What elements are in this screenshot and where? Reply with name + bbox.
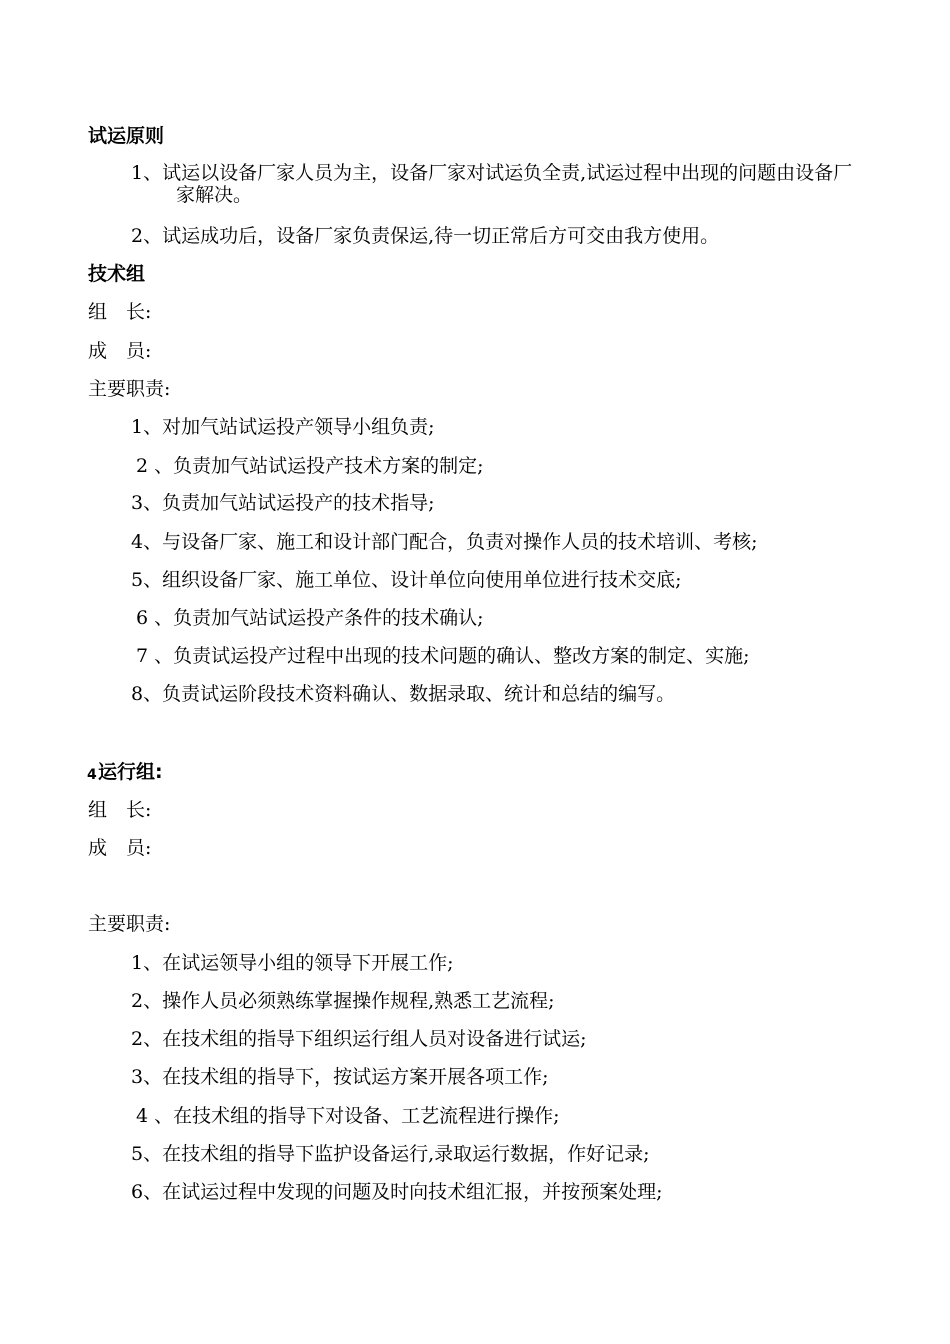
tech-duty-item: 7 、负责试运投产过程中出现的技术问题的确认、整改方案的制定、实施; (136, 645, 750, 667)
ops-duty-item: 1、在试运领导小组的领导下开展工作; (131, 952, 454, 974)
tech-duty-item: 5、组织设备厂家、施工单位、设计单位向使用单位进行技术交底; (131, 569, 682, 591)
principle-item-2: 2、试运成功后，设备厂家负责保运,待一切正常后方可交由我方使用。 (131, 225, 720, 247)
ops-group-duties-label: 主要职责: (88, 913, 171, 935)
principles-heading: 试运原则 (88, 125, 165, 147)
ops-duty-item: 6、在试运过程中发现的问题及时向技术组汇报，并按预案处理; (131, 1181, 663, 1203)
tech-duty-item: 6 、负责加气站试运投产条件的技术确认; (136, 607, 484, 629)
tech-group-leader-label: 组 长: (88, 301, 152, 323)
ops-group-heading: 运行组: (98, 761, 163, 783)
tech-duty-item: 3、负责加气站试运投产的技术指导; (131, 492, 435, 514)
tech-duty-item: 1、对加气站试运投产领导小组负责; (131, 416, 435, 438)
tech-group-heading: 技术组 (88, 263, 146, 285)
ops-duty-item: 3、在技术组的指导下，按试运方案开展各项工作; (131, 1066, 549, 1088)
principle-item-1-text: 1、试运以设备厂家人员为主，设备厂家对试运负全责,试运过程中出现的问题由设备厂家解决。 (131, 162, 853, 206)
tech-duty-item: 4、与设备厂家、施工和设计部门配合，负责对操作人员的技术培训、考核; (131, 531, 758, 553)
ops-group-members-label: 成 员: (88, 837, 152, 859)
ops-duty-item: 2、操作人员必须熟练掌握操作规程,熟悉工艺流程; (131, 990, 555, 1012)
tech-group-members-label: 成 员: (88, 340, 152, 362)
tech-duty-item: 8、负责试运阶段技术资料确认、数据录取、统计和总结的编写。 (131, 683, 676, 705)
principle-item-1 (131, 162, 871, 206)
ops-group-leader-label: 组 长: (88, 799, 152, 821)
tech-duty-item: 2 、负责加气站试运投产技术方案的制定; (136, 455, 484, 477)
ops-duty-item: 4 、在技术组的指导下对设备、工艺流程进行操作; (136, 1105, 560, 1127)
ops-duty-item: 2、在技术组的指导下组织运行组人员对设备进行试运; (131, 1028, 587, 1050)
tech-group-duties-label: 主要职责: (88, 378, 171, 400)
ops-duty-item: 5、在技术组的指导下监护设备运行,录取运行数据，作好记录; (131, 1143, 650, 1165)
ops-group-bullet: 4 (87, 767, 97, 783)
